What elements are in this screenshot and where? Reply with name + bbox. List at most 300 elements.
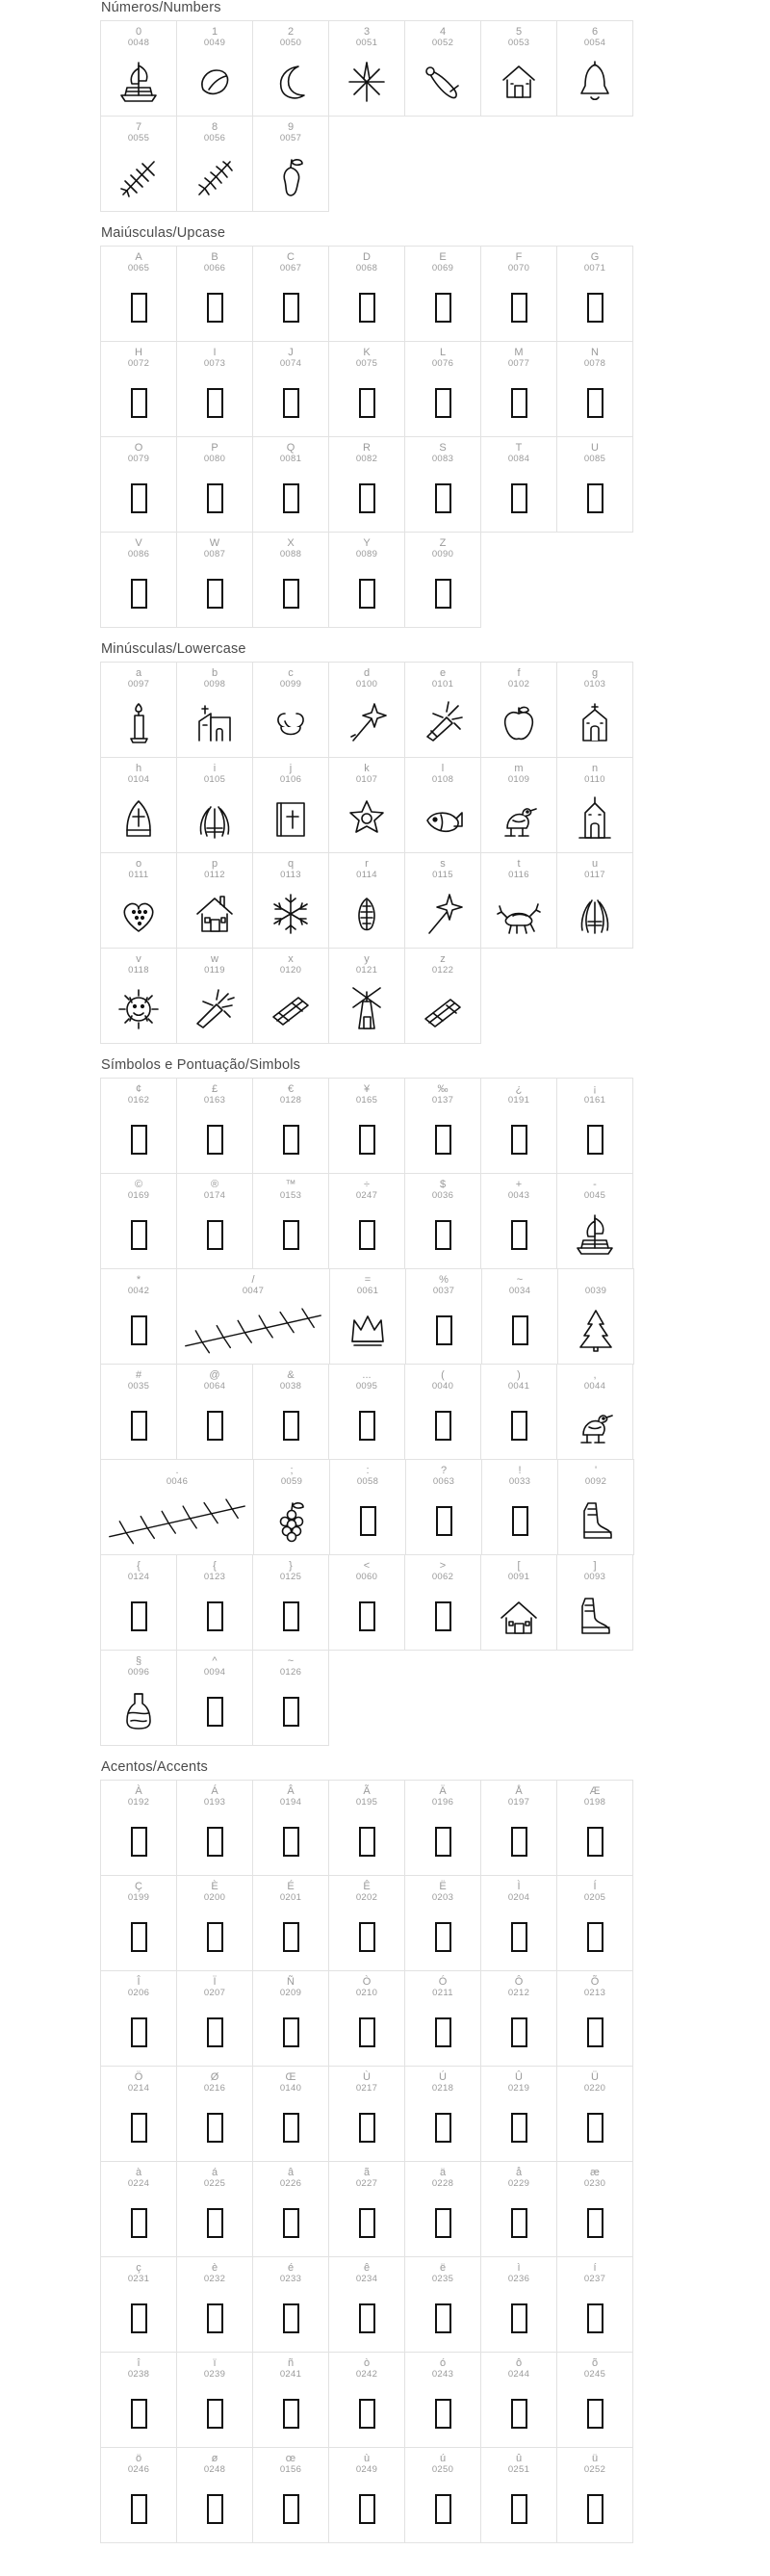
tofu-icon — [406, 1296, 481, 1364]
glyph-section — [0, 1057, 770, 1746]
glyph-cell[interactable] — [100, 1650, 177, 1746]
glyph-character: ( — [441, 1369, 445, 1381]
glyph-character: X — [287, 537, 295, 549]
glyph-code: 0092 — [584, 1476, 607, 1487]
glyph-cell[interactable] — [252, 948, 329, 1044]
glyph-character: © — [134, 1179, 143, 1190]
glyph-character: m — [514, 763, 524, 774]
glyph-character: Œ — [285, 2071, 296, 2083]
tofu-icon — [253, 273, 328, 341]
boot-2-icon — [557, 1582, 632, 1650]
tofu-icon — [329, 273, 404, 341]
glyph-cell[interactable] — [100, 2352, 177, 2448]
glyph-cell[interactable] — [328, 1173, 405, 1269]
glyph-cell[interactable] — [328, 1554, 405, 1651]
pretzel-icon — [253, 690, 328, 757]
glyph-cell[interactable] — [557, 1268, 634, 1365]
glyph-cell[interactable] — [480, 246, 557, 342]
glyph-cell[interactable] — [480, 1554, 557, 1651]
glyph-cell[interactable] — [556, 1364, 633, 1460]
glyph-code: 0042 — [127, 1286, 150, 1296]
tofu-icon — [557, 2189, 632, 2256]
glyph-cell[interactable] — [176, 1173, 253, 1269]
glyph-cell[interactable] — [328, 246, 405, 342]
glyph-cell[interactable] — [328, 1078, 405, 1174]
glyph-cell[interactable] — [404, 1364, 481, 1460]
glyph-cell[interactable] — [100, 1364, 177, 1460]
glyph-character: Á — [211, 1785, 218, 1797]
glyph-cell[interactable] — [100, 1554, 177, 1651]
glyph-cell[interactable] — [100, 662, 177, 758]
tofu-icon — [481, 1106, 556, 1173]
glyph-cell[interactable] — [100, 436, 177, 533]
glyph-cell[interactable] — [252, 1173, 329, 1269]
glyph-cell[interactable] — [480, 2066, 557, 2162]
glyph-code: 0214 — [127, 2083, 150, 2094]
glyph-cell[interactable] — [100, 1078, 177, 1174]
glyph-cell[interactable] — [328, 948, 405, 1044]
glyph-character: á — [211, 2167, 218, 2178]
glyph-cell[interactable] — [556, 1970, 633, 2067]
tofu-icon — [557, 2094, 632, 2161]
glyph-code: 0120 — [279, 965, 302, 976]
glyph-cell[interactable] — [556, 436, 633, 533]
glyph-cell[interactable] — [480, 2256, 557, 2353]
glyph-cell[interactable] — [556, 1173, 633, 1269]
glyph-cell[interactable] — [252, 2447, 329, 2543]
glyph-cell[interactable] — [556, 2066, 633, 2162]
glyph-cell[interactable] — [480, 1173, 557, 1269]
glyph-character: , — [593, 1369, 597, 1381]
glyph-cell[interactable] — [404, 1554, 481, 1651]
glyph-cell[interactable] — [556, 246, 633, 342]
glyph-cell[interactable] — [176, 20, 253, 117]
glyph-cell[interactable] — [328, 1780, 405, 1876]
glyph-character: * — [136, 1274, 141, 1286]
glyph-code: 0080 — [203, 454, 226, 464]
glyph-character: L — [439, 347, 447, 358]
glyph-cell[interactable] — [556, 2447, 633, 2543]
glyph-cell[interactable] — [328, 757, 405, 853]
glyph-cell[interactable] — [404, 2256, 481, 2353]
glyph-character: ! — [518, 1465, 522, 1476]
glyph-cell[interactable] — [100, 757, 177, 853]
glyph-cell[interactable] — [405, 1459, 482, 1555]
glyph-character: T — [515, 442, 523, 454]
glyph-cell[interactable] — [252, 662, 329, 758]
glyph-cell[interactable] — [556, 2256, 633, 2353]
glyph-character: ¿ — [515, 1083, 523, 1095]
glyph-cell[interactable] — [176, 1364, 253, 1460]
glyph-cell[interactable] — [176, 436, 253, 533]
tofu-icon — [405, 1201, 480, 1268]
house-icon — [177, 880, 252, 948]
glyph-code: 0128 — [279, 1095, 302, 1106]
glyph-code: 0241 — [279, 2369, 302, 2380]
glyph-cell[interactable] — [176, 2066, 253, 2162]
glyph-cell[interactable] — [404, 436, 481, 533]
glyph-code: 0250 — [431, 2464, 454, 2475]
glyph-cell[interactable] — [252, 757, 329, 853]
glyph-cell[interactable] — [252, 1970, 329, 2067]
glyph-cell[interactable] — [176, 1875, 253, 1971]
glyph-code: 0210 — [355, 1988, 378, 1998]
glyph-cell[interactable] — [252, 2256, 329, 2353]
glyph-code: 0106 — [279, 774, 302, 785]
glyph-cell[interactable] — [328, 2161, 405, 2257]
glyph-cell[interactable] — [328, 1875, 405, 1971]
glyph-code: 0219 — [507, 2083, 530, 2094]
glyph-cell[interactable] — [176, 1268, 330, 1365]
glyph-code: 0103 — [583, 679, 606, 690]
glyph-cell[interactable] — [480, 2447, 557, 2543]
glyph-character: - — [593, 1179, 597, 1190]
tofu-icon — [329, 1582, 404, 1650]
glyph-code: 0050 — [279, 38, 302, 48]
tofu-icon — [177, 273, 252, 341]
glyph-code: 0236 — [507, 2274, 530, 2284]
glyph-character: 7 — [135, 121, 142, 133]
glyph-code: 0058 — [356, 1476, 379, 1487]
glyph-cell[interactable] — [404, 20, 481, 117]
glyph-code: 0074 — [279, 358, 302, 369]
glyph-cell[interactable] — [556, 1780, 633, 1876]
glyph-cell[interactable] — [480, 2352, 557, 2448]
glyph-cell[interactable] — [176, 1078, 253, 1174]
sun-face-icon — [101, 976, 176, 1043]
firework-cracker-icon — [405, 690, 480, 757]
glyph-cell[interactable] — [556, 2352, 633, 2448]
tofu-icon — [481, 1392, 556, 1459]
glyph-character: B — [211, 251, 218, 263]
tofu-icon — [177, 369, 252, 436]
glyph-cell[interactable] — [480, 852, 557, 949]
ship-icon — [101, 48, 176, 116]
glyph-character: h — [135, 763, 142, 774]
glyph-cell[interactable] — [100, 852, 177, 949]
glyph-character: È — [211, 1881, 218, 1892]
glyph-cell[interactable] — [100, 2447, 177, 2543]
glyph-code: 0035 — [127, 1381, 150, 1392]
glyph-code: 0235 — [431, 2274, 454, 2284]
glyph-code: 0093 — [583, 1572, 606, 1582]
glyph-cell[interactable] — [176, 2447, 253, 2543]
glyph-character: ^ — [212, 1655, 218, 1667]
glyph-cell[interactable] — [556, 1554, 633, 1651]
glyph-cell[interactable] — [253, 1459, 330, 1555]
glyph-cell[interactable] — [176, 2352, 253, 2448]
glyph-cell[interactable] — [557, 1459, 634, 1555]
glyph-cell[interactable] — [100, 2161, 177, 2257]
glyph-cell[interactable] — [176, 852, 253, 949]
glyph-cell[interactable] — [252, 2066, 329, 2162]
glyph-cell[interactable] — [176, 2256, 253, 2353]
tofu-icon — [177, 1998, 252, 2066]
tofu-icon — [253, 2189, 328, 2256]
glyph-character: Ï — [213, 1976, 217, 1988]
glyph-cell[interactable] — [100, 116, 177, 212]
glyph-character: P — [211, 442, 218, 454]
fir-tree-icon — [558, 1296, 633, 1364]
glyph-code: 0036 — [431, 1190, 454, 1201]
glyph-character: 4 — [439, 26, 447, 38]
glyph-cell[interactable] — [404, 532, 481, 628]
glyph-cell[interactable] — [100, 1875, 177, 1971]
glyph-code: 0045 — [583, 1190, 606, 1201]
glyph-cell[interactable] — [252, 1554, 329, 1651]
glyph-character: Î — [137, 1976, 141, 1988]
glyph-code: 0043 — [507, 1190, 530, 1201]
glyph-cell[interactable] — [252, 436, 329, 533]
crown-icon — [330, 1296, 405, 1364]
glyph-character: { — [137, 1560, 141, 1572]
leaf-icon — [177, 48, 252, 116]
glyph-character: u — [591, 858, 599, 870]
glyph-cell[interactable] — [404, 948, 481, 1044]
glyph-cell[interactable] — [328, 1970, 405, 2067]
bell-icon — [557, 48, 632, 116]
glyph-grid — [101, 1079, 640, 1746]
glyph-cell[interactable] — [328, 2352, 405, 2448]
glyph-code: 0115 — [432, 870, 453, 880]
glyph-character: ì — [517, 2262, 521, 2274]
glyph-cell[interactable] — [100, 948, 177, 1044]
glyph-cell[interactable] — [252, 116, 329, 212]
section-title: Números/Numbers — [101, 0, 221, 15]
glyph-cell[interactable] — [481, 1268, 558, 1365]
glyph-cell[interactable] — [252, 1078, 329, 1174]
glyph-cell[interactable] — [404, 1078, 481, 1174]
glyph-code: 0216 — [203, 2083, 226, 2094]
glyph-cell[interactable] — [176, 662, 253, 758]
glyph-code: 0096 — [127, 1667, 150, 1678]
tofu-icon — [329, 1808, 404, 1875]
tofu-icon — [405, 1808, 480, 1875]
tofu-icon — [405, 2380, 480, 2447]
glyph-cell[interactable] — [328, 341, 405, 437]
glyph-character: K — [363, 347, 371, 358]
glyph-character: E — [439, 251, 447, 263]
glyph-cell[interactable] — [480, 20, 557, 117]
glyph-character: è — [211, 2262, 218, 2274]
glyph-cell[interactable] — [176, 341, 253, 437]
glyph-cell[interactable] — [556, 20, 633, 117]
glyph-cell[interactable] — [405, 1268, 482, 1365]
glyph-character: 3 — [363, 26, 371, 38]
glyph-code: 0246 — [127, 2464, 150, 2475]
glyph-cell[interactable] — [404, 2161, 481, 2257]
glyph-cell[interactable] — [480, 2161, 557, 2257]
glyph-cell[interactable] — [480, 1078, 557, 1174]
glyph-cell[interactable] — [556, 2161, 633, 2257]
glyph-character: j — [289, 763, 293, 774]
glyph-cell[interactable] — [481, 1459, 558, 1555]
glyph-cell[interactable] — [404, 246, 481, 342]
glyph-cell[interactable] — [252, 1364, 329, 1460]
glyph-cell[interactable] — [328, 532, 405, 628]
glyph-character: n — [591, 763, 599, 774]
tofu-icon — [557, 2284, 632, 2352]
glyph-cell[interactable] — [480, 662, 557, 758]
glyph-cell[interactable] — [176, 1554, 253, 1651]
glyph-cell[interactable] — [556, 662, 633, 758]
glyph-cell[interactable] — [404, 2447, 481, 2543]
glyph-cell[interactable] — [480, 1780, 557, 1876]
glyph-cell[interactable] — [100, 2066, 177, 2162]
glyph-cell[interactable] — [252, 2161, 329, 2257]
glyph-cell[interactable] — [480, 757, 557, 853]
glyph-cell[interactable] — [176, 1650, 253, 1746]
tofu-icon — [101, 559, 176, 627]
glyph-cell[interactable] — [556, 852, 633, 949]
glyph-character: Ô — [514, 1976, 524, 1988]
glyph-code: 0066 — [203, 263, 226, 273]
glyph-code: 0060 — [355, 1572, 378, 1582]
glyph-cell[interactable] — [252, 1875, 329, 1971]
glyph-cell[interactable] — [556, 1875, 633, 1971]
glyph-cell[interactable] — [100, 532, 177, 628]
glyph-cell[interactable] — [480, 1364, 557, 1460]
glyph-cell[interactable] — [328, 2066, 405, 2162]
glyph-character: ¢ — [135, 1083, 142, 1095]
glyph-code: 0248 — [203, 2464, 226, 2475]
glyph-cell[interactable] — [100, 1970, 177, 2067]
glyph-cell[interactable] — [252, 532, 329, 628]
glyph-code: 0047 — [242, 1286, 265, 1296]
glyph-character: ü — [591, 2453, 599, 2464]
glyph-code: 0061 — [356, 1286, 379, 1296]
glyph-cell[interactable] — [404, 1875, 481, 1971]
glyph-character: Y — [363, 537, 371, 549]
glyph-character: w — [211, 953, 218, 965]
magic-wand-2-icon — [405, 880, 480, 948]
tofu-icon — [101, 1106, 176, 1173]
glyph-code: 0126 — [279, 1667, 302, 1678]
glyph-cell[interactable] — [176, 948, 253, 1044]
glyph-cell[interactable] — [404, 341, 481, 437]
glyph-cell[interactable] — [328, 20, 405, 117]
pine-branch-2-icon — [177, 143, 252, 211]
glyph-cell[interactable] — [252, 1780, 329, 1876]
glyph-cell[interactable] — [328, 2256, 405, 2353]
glyph-cell[interactable] — [100, 1459, 254, 1555]
glyph-cell[interactable] — [176, 116, 253, 212]
glyph-cell[interactable] — [480, 341, 557, 437]
glyph-cell[interactable] — [328, 1364, 405, 1460]
glyph-code: 0111 — [128, 870, 149, 880]
glyph-cell[interactable] — [176, 757, 253, 853]
glyph-cell[interactable] — [556, 341, 633, 437]
glyph-cell[interactable] — [328, 662, 405, 758]
glyph-character: Z — [439, 537, 447, 549]
glyph-cell[interactable] — [176, 1970, 253, 2067]
tofu-icon — [481, 273, 556, 341]
glyph-cell[interactable] — [329, 1268, 406, 1365]
glyph-cell[interactable] — [252, 246, 329, 342]
glyph-code: 0201 — [279, 1892, 302, 1903]
glyph-cell[interactable] — [100, 246, 177, 342]
tofu-icon — [253, 2284, 328, 2352]
glyph-cell[interactable] — [480, 1875, 557, 1971]
glyph-cell[interactable] — [480, 1970, 557, 2067]
glyph-cell[interactable] — [328, 436, 405, 533]
glyph-cell[interactable] — [100, 1780, 177, 1876]
pine-branch-wide-icon — [101, 1487, 253, 1554]
tofu-icon — [481, 1903, 556, 1970]
glyph-code: 0225 — [203, 2178, 226, 2189]
glyph-character: O — [134, 442, 143, 454]
glyph-cell[interactable] — [176, 246, 253, 342]
glyph-character: F — [515, 251, 523, 263]
glyph-code: 0238 — [127, 2369, 150, 2380]
glyph-cell[interactable] — [100, 20, 177, 117]
tofu-icon — [405, 273, 480, 341]
glyph-code: 0165 — [355, 1095, 378, 1106]
glyph-code: 0247 — [355, 1190, 378, 1201]
glyph-cell[interactable] — [328, 2447, 405, 2543]
glyph-code: 0211 — [432, 1988, 453, 1998]
glyph-code: 0209 — [279, 1988, 302, 1998]
bible-icon — [253, 785, 328, 852]
glyph-cell[interactable] — [252, 341, 329, 437]
glyph-cell[interactable] — [480, 436, 557, 533]
glyph-character: v — [136, 953, 141, 965]
glyph-character: õ — [591, 2357, 599, 2369]
glyph-cell[interactable] — [404, 757, 481, 853]
glyph-cell[interactable] — [176, 532, 253, 628]
glyph-cell[interactable] — [176, 2161, 253, 2257]
glyph-cell[interactable] — [100, 1173, 177, 1269]
glyph-cell[interactable] — [404, 662, 481, 758]
glyph-code: 0071 — [583, 263, 606, 273]
glyph-cell[interactable] — [252, 1650, 329, 1746]
glyph-code: 0232 — [203, 2274, 226, 2284]
glyph-character: é — [287, 2262, 295, 2274]
glyph-cell[interactable] — [329, 1459, 406, 1555]
glyph-code: 0037 — [432, 1286, 455, 1296]
glyph-cell[interactable] — [404, 852, 481, 949]
glyph-character: M — [514, 347, 524, 358]
glyph-cell[interactable] — [404, 2352, 481, 2448]
glyph-character: Ê — [363, 1881, 371, 1892]
glyph-code: 0079 — [127, 454, 150, 464]
glyph-character: Ø — [210, 2071, 219, 2083]
glyph-code: 0114 — [356, 870, 377, 880]
glyph-code: 0169 — [127, 1190, 150, 1201]
glyph-character: Ö — [134, 2071, 143, 2083]
glyph-cell[interactable] — [404, 2066, 481, 2162]
glyph-character: € — [287, 1083, 295, 1095]
tofu-icon — [329, 2189, 404, 2256]
glyph-cell[interactable] — [556, 757, 633, 853]
glyph-cell[interactable] — [404, 1970, 481, 2067]
glyph-cell[interactable] — [100, 1268, 177, 1365]
glyph-cell[interactable] — [252, 2352, 329, 2448]
glyph-cell[interactable] — [252, 852, 329, 949]
glyph-cell[interactable] — [100, 341, 177, 437]
glyph-cell[interactable] — [176, 1780, 253, 1876]
glyph-cell[interactable] — [252, 20, 329, 117]
glyph-cell[interactable] — [404, 1173, 481, 1269]
glyph-cell[interactable] — [556, 1078, 633, 1174]
glyph-cell[interactable] — [328, 852, 405, 949]
tofu-icon — [329, 369, 404, 436]
glyph-character: ; — [290, 1465, 294, 1476]
glyph-cell[interactable] — [404, 1780, 481, 1876]
tofu-icon — [101, 369, 176, 436]
tofu-icon — [557, 1903, 632, 1970]
glyph-cell[interactable] — [100, 2256, 177, 2353]
